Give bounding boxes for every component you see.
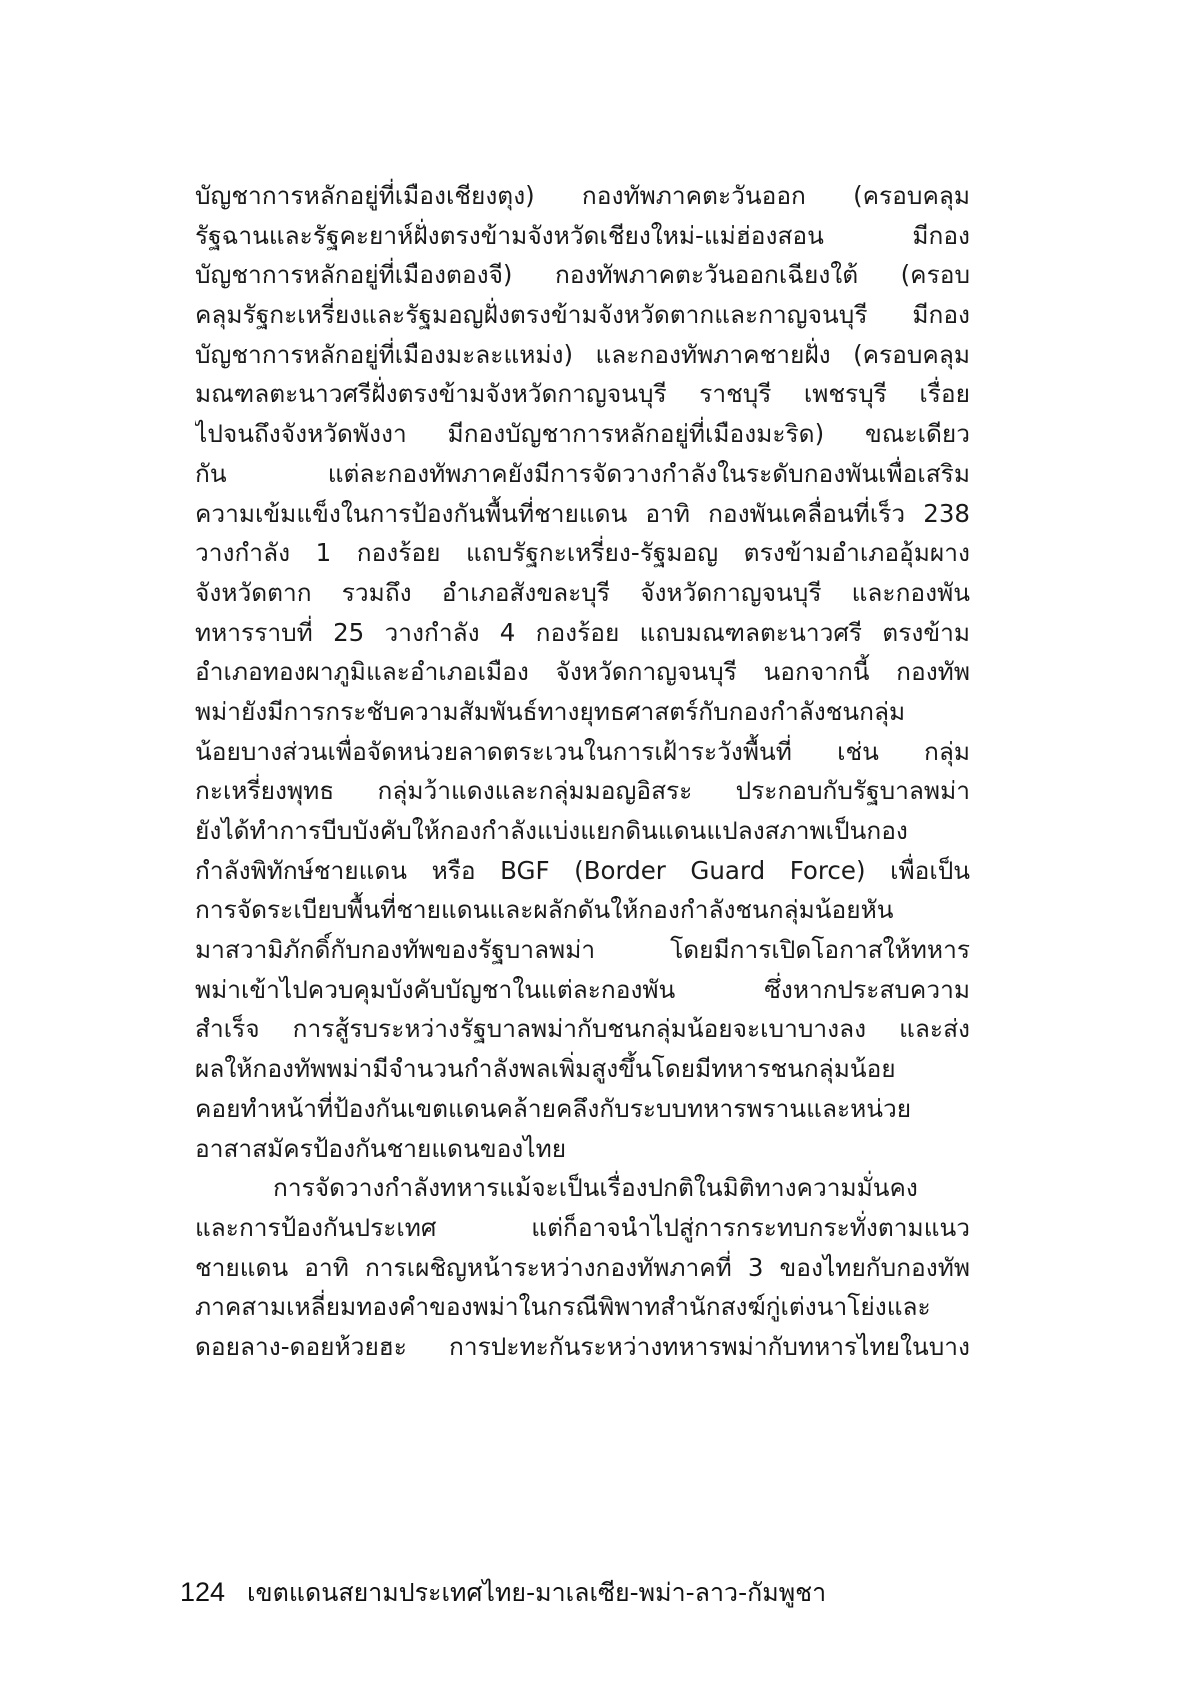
text-line: การจัดระเบียบพื้นที่ชายแดนและผลักดันให้กองกำลังชนกลุ่มน้อยหัน <box>195 895 894 925</box>
text-line: มาสวามิภักดิ์กับกองทัพของรัฐบาลพม่า โดยมีการเปิดโอกาสให้ทหาร <box>195 935 970 965</box>
text-line: จังหวัดตาก รวมถึง อำเภอสังขละบุรี จังหวัดกาญจนบุรี และกองพัน <box>195 577 970 607</box>
text-line: และการป้องกันประเทศ แต่ก็อาจนำไปสู่การกระทบกระทั่งตามแนว <box>195 1212 970 1242</box>
text-line: พม่ายังมีการกระชับความสัมพันธ์ทางยุทธศาสตร์กับกองกำลังชนกลุ่ม <box>195 696 906 726</box>
text-line: บัญชาการหลักอยู่ที่เมืองตองจี) กองทัพภาคตะวันออกเฉียงใต้ (ครอบ <box>195 260 970 290</box>
text-line: สำเร็จ การสู้รบระหว่างรัฐบาลพม่ากับชนกลุ่มน้อยจะเบาบางลง และส่ง <box>195 1014 970 1044</box>
text-line: กะเหรี่ยงพุทธ กลุ่มว้าแดงและกลุ่มมอญอิสระ ประกอบกับรัฐบาลพม่า <box>195 776 970 806</box>
text-line: อาสาสมัครป้องกันชายแดนของไทย <box>195 1133 567 1163</box>
page-footer <box>180 1574 980 1610</box>
text-line: วางกำลัง 1 กองร้อย แถบรัฐกะเหรี่ยง-รัฐมอญ ตรงข้ามอำเภออุ้มผาง <box>195 538 970 568</box>
text-line: บัญชาการหลักอยู่ที่เมืองเชียงตุง) กองทัพภาคตะวันออก (ครอบคลุม <box>195 181 970 210</box>
page-number: 124 <box>180 1577 226 1607</box>
text-line: ความเข้มแข็งในการป้องกันพื้นที่ชายแดน อาทิ กองพันเคลื่อนที่เร็ว 238 <box>195 498 970 528</box>
text-line: บัญชาการหลักอยู่ที่เมืองมะละแหม่ง) และกองทัพภาคชายฝั่ง (ครอบคลุม <box>195 339 970 369</box>
text-line: พม่าเข้าไปควบคุมบังคับบัญชาในแต่ละกองพัน ซึ่งหากประสบความ <box>195 974 970 1004</box>
text-line: ดอยลาง-ดอยห้วยฮะ การปะทะกันระหว่างทหารพม่ากับทหารไทยในบาง <box>195 1331 970 1361</box>
text-line: ผลให้กองทัพพม่ามีจำนวนกำลังพลเพิ่มสูงขึ้นโดยมีทหารชนกลุ่มน้อย <box>195 1054 896 1084</box>
text-line: คลุมรัฐกะเหรี่ยงและรัฐมอญฝั่งตรงข้ามจังหวัดตากและกาญจนบุรี มีกอง <box>195 300 970 330</box>
text-line: น้อยบางส่วนเพื่อจัดหน่วยลาดตระเวนในการเฝ้าระวังพื้นที่ เช่น กลุ่ม <box>195 736 970 766</box>
text-line: กัน แต่ละกองทัพภาคยังมีการจัดวางกำลังในระดับกองพันเพื่อเสริม <box>195 458 970 488</box>
text-line: การจัดวางกำลังทหารแม้จะเป็นเรื่องปกติในมิติทางความมั่นคง <box>273 1173 918 1203</box>
text-line: กำลังพิทักษ์ชายแดน หรือ BGF (Border Guard Force) เพื่อเป็น <box>195 855 970 885</box>
text-line: คอยทำหน้าที่ป้องกันเขตแดนคล้ายคลึงกับระบบทหารพรานและหน่วย <box>195 1093 912 1123</box>
text-line: ไปจนถึงจังหวัดพังงา มีกองบัญชาการหลักอยู่ที่เมืองมะริด) ขณะเดียว <box>195 419 970 449</box>
text-line: มณฑลตะนาวศรีฝั่งตรงข้ามจังหวัดกาญจนบุรี ราชบุรี เพชรบุรี เรื่อย <box>195 379 970 409</box>
text-line: รัฐฉานและรัฐคะยาห์ฝั่งตรงข้ามจังหวัดเชียงใหม่-แม่ฮ่องสอน มีกอง <box>195 220 970 250</box>
text-line: ทหารราบที่ 25 วางกำลัง 4 กองร้อย แถบมณฑลตะนาวศรี ตรงข้าม <box>195 617 970 647</box>
paragraph-2 <box>195 1168 970 1366</box>
paragraph-1 <box>195 176 970 1168</box>
text-line: ชายแดน อาทิ การเผชิญหน้าระหว่างกองทัพภาคที่ 3 ของไทยกับกองทัพ <box>195 1252 970 1282</box>
text-line: ยังได้ทำการบีบบังคับให้กองกำลังแบ่งแยกดินแดนแปลงสภาพเป็นกอง <box>195 816 908 845</box>
body-text <box>195 176 970 1367</box>
text-line: ภาคสามเหลี่ยมทองคำของพม่าในกรณีพิพาทสำนักสงฆ์กู่เต่งนาโย่งและ <box>195 1292 931 1322</box>
text-line: อำเภอทองผาภูมิและอำเภอเมือง จังหวัดกาญจนบุรี นอกจากนี้ กองทัพ <box>195 657 970 687</box>
running-title: เขตแดนสยามประเทศไทย-มาเลเซีย-พม่า-ลาว-กัมพูชา <box>247 1578 827 1607</box>
